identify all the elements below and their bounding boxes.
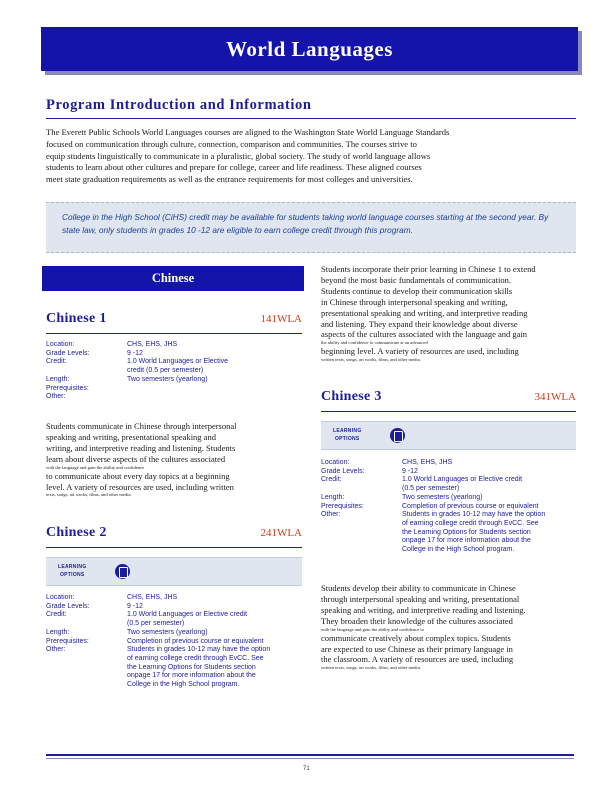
desc-line: through interpersonal speaking and writing, presentational [321,593,520,604]
grade-levels-label: Grade Levels: [46,349,90,357]
location-label: Location: [46,594,75,601]
other-value: College in the High School program. [402,546,515,554]
credit-value-2: credit (0.5 per semester) [127,367,204,375]
prerequisites-label: Prerequisites: [46,637,89,645]
credit-value: 1.0 World Languages or Elective [127,358,229,366]
credit-value: 1.0 World Languages or Elective credit [402,476,523,484]
desc-line: are expected to use Chinese as their primary language in [321,643,513,654]
desc-line-small: written texts, songs, art works, films, and other media. [321,665,421,671]
desc-line: level. A variety of resources are used, including written [46,481,234,492]
course-name: Chinese 3 [321,389,382,404]
course-code: 241WLA [260,527,302,539]
desc-line: learn about diverse aspects of the cultures associated [46,453,226,464]
location-value: CHS, EHS, JHS [127,594,178,601]
credit-value: 1.0 World Languages or Elective credit [127,611,248,619]
course-rule [46,547,302,548]
other-value: College in the High School program. [127,681,240,689]
credit-label: Credit: [46,358,67,366]
course-details-chinese-2 [46,594,302,690]
learning-options-icon [115,564,130,579]
desc-line-small: with the language and gain the ability and confidence [46,464,145,470]
category-banner: Chinese [42,266,304,291]
desc-line-small: texts, songs, art works, films, and other media. [46,492,132,498]
other-value: onpage 17 for more information about the [402,537,531,545]
desc-line: writing, and interpretive reading and listening. Students [46,442,236,453]
length-value: Two semesters (yearlong) [127,375,208,383]
course-header-chinese-3 [321,389,576,409]
desc-line: speaking and writing, and interpretive reading and listening. [321,604,526,615]
length-value: Two semesters (yearlong) [127,628,208,636]
prerequisites-value [127,385,302,394]
intro-line: The Everett Public Schools World Languages courses are aligned to the Washington State World Language Standards [46,127,450,137]
learning-options-icon [390,428,405,443]
grade-levels-label: Grade Levels: [321,467,365,475]
length-value: Two semesters (yearlong) [402,493,483,501]
intro-line: focused on communication through culture, connection, comparison and communities. The courses strive to [46,138,417,149]
course-description-chinese-2 [321,264,577,363]
other-value [127,393,302,402]
intro-line: equip students linguistically to communicate in a pluralistic, global society. The study of world language allows [46,150,431,161]
callout-text: College in the High School (CiHS) credit may be available for students taking world language courses starting at the second year. By state law, only students in grades 10 -12 are eligible to earn college credit through this program. [62,212,549,235]
other-value: of earning college credit through EvCC. See [127,654,264,662]
grade-levels-value: 9 -12 [127,349,143,357]
desc-line: beyond the most basic fundamentals of communication. [321,274,512,285]
desc-line-small: with the language and gain the ability and confidence to [321,626,424,632]
course-details-chinese-1 [46,341,302,402]
section-title: Program Introduction and Information [46,97,312,113]
length-label: Length: [46,375,70,383]
course-header-chinese-2 [46,525,302,545]
length-label: Length: [46,628,70,636]
desc-line-small: the ability and confidence to communicate at an advanced [321,340,428,346]
footer-rule-bottom [46,758,574,759]
learning-options-label: LEARNING OPTIONS [58,564,87,578]
grade-levels-value: 9 -12 [127,602,143,610]
desc-line: Students continue to develop their communication skills [321,285,513,296]
course-rule [321,411,576,412]
desc-line: aspects of the cultures associated with the language and gain [321,329,528,340]
learning-options-box [321,421,576,450]
other-value: Students in grades 10-12 may have the option [127,646,271,654]
desc-line: They broaden their knowledge of the cultures associated [321,615,513,626]
course-code: 141WLA [260,313,302,325]
credit-label: Credit: [46,611,67,619]
page-title: World Languages [41,27,578,71]
course-description-chinese-1 [46,421,304,498]
intro-line: students to learn about other cultures and prepare for college, career and life readiness. These aligned courses [46,162,422,173]
desc-line-small: written texts, songs, art works, films, and other media. [321,357,421,363]
prerequisites-value: Completion of previous course or equivalent [402,502,539,510]
location-value: CHS, EHS, JHS [402,459,453,466]
learning-options-box [46,557,302,586]
credit-value-2: (0.5 per semester) [127,620,185,628]
course-rule [46,333,302,334]
learning-options-label: LEARNING OPTIONS [333,428,362,442]
prerequisites-value: Completion of previous course or equivalent [127,637,264,645]
prerequisites-label: Prerequisites: [46,384,89,392]
desc-line: communicate creatively about complex topics. Students [321,632,511,643]
other-value: the Learning Options for Students section [127,663,256,671]
course-code: 341WLA [534,391,576,403]
page-number: 71 [303,766,310,772]
desc-line: Students develop their ability to communicate in Chinese [321,583,516,593]
other-value: of earning college credit through EvCC. See [402,519,539,527]
footer-rule-top [46,754,574,756]
course-name: Chinese 1 [46,311,107,326]
desc-line: presentational speaking and writing, and interpretive reading [321,307,528,318]
desc-line: in Chinese through interpersonal speaking and writing, [321,296,508,307]
prerequisites-label: Prerequisites: [321,502,364,510]
desc-line: to communicate about every day topics at a beginning [46,470,230,481]
other-value: Students in grades 10-12 may have the option [402,511,546,519]
course-details-chinese-3 [321,459,576,555]
desc-line: Students incorporate their prior learning in Chinese 1 to extend [321,264,536,274]
other-value: onpage 17 for more information about the [127,672,256,680]
course-description-chinese-3 [321,583,577,671]
other-value: the Learning Options for Students section [402,528,531,536]
other-label: Other: [46,393,66,401]
other-label: Other: [46,646,66,654]
cihs-callout [46,202,576,253]
grade-levels-label: Grade Levels: [46,602,90,610]
location-value: CHS, EHS, JHS [127,341,178,348]
course-name: Chinese 2 [46,525,107,540]
desc-line: Students communicate in Chinese through interpersonal [46,421,237,431]
length-label: Length: [321,493,345,501]
section-rule [46,118,576,119]
credit-value-2: (0.5 per semester) [402,485,460,493]
location-label: Location: [321,459,350,466]
desc-line: speaking and writing, presentational speaking and [46,431,216,442]
course-header-chinese-1 [46,311,302,331]
credit-label: Credit: [321,476,342,484]
intro-paragraph [46,127,574,186]
location-label: Location: [46,341,75,348]
desc-line: beginning level. A variety of resources are used, including [321,346,519,357]
desc-line: and listening. They expand their knowledge about diverse [321,318,518,329]
other-label: Other: [321,511,341,519]
desc-line: the classroom. A variety of resources are used, including [321,654,514,665]
grade-levels-value: 9 -12 [402,467,418,475]
intro-line: meet state graduation requirements as well as the entrance requirements for most colleges and universities. [46,174,413,185]
